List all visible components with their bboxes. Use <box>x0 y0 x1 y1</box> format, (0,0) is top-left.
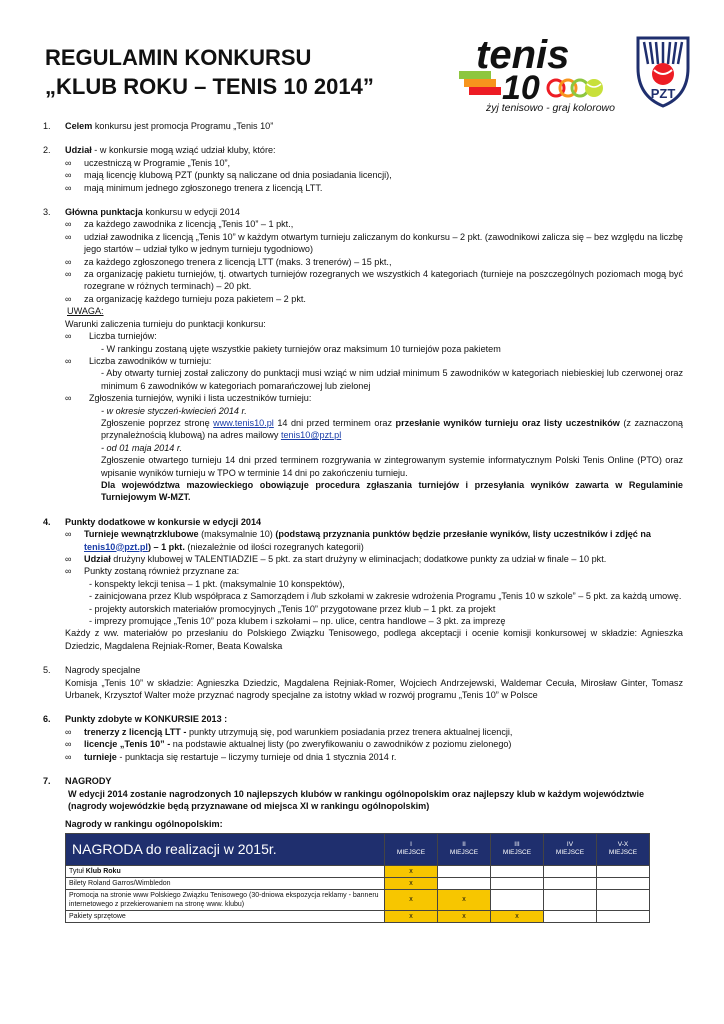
section-2: 2. Udział - w konkursie mogą wziąć udział kluby, które: ∞ uczestniczą w Programie „Tenis 10”, ∞ mają licencję klubową PZT (punkty są naliczane od dnia posiadania licencji), ∞ mają minimum jednego zgłoszonego trenera z licencją LTT. <box>43 144 683 194</box>
table-row: Pakiety sprzętowe x x x <box>66 910 650 922</box>
prizes-table <box>65 833 650 923</box>
title-line-1: REGULAMIN KONKURSU <box>45 45 312 70</box>
bullet-icon: ∞ <box>65 231 72 242</box>
prize-mark: x <box>438 889 491 910</box>
bullet-icon: ∞ <box>65 751 72 762</box>
section-5: 5. Nagrody specjalne Komisja „Tenis 10” w składzie: Agnieszka Dziedzic, Magdalena Rejniak-Romer, Wojciech Andrzejewski, Waldemar Cecuła, Mirosław Ginter, Tomasz Urbanek, Krzysztof Walter może przyznać nagrody specjalne za istotny wkład w rozwój programu „Tenis 10” w Polsce <box>43 665 683 701</box>
list-item: ∞ Liczba turniejów: <box>65 331 157 342</box>
col-header: V-X MIEJSCE <box>597 833 650 865</box>
tenis10-link[interactable]: www.tenis10.pl <box>213 417 274 428</box>
title-line-2: „KLUB ROKU – TENIS 10 2014” <box>45 74 374 99</box>
prize-mark <box>597 910 650 922</box>
list-item: ∞ licencje „Tenis 10” - na podstawie aktualnej listy (po zweryfikowaniu o zawodników z poziomu zielonego) <box>65 739 512 750</box>
list-item: ∞ uczestniczą w Programie „Tenis 10”, <box>65 157 231 168</box>
bullet-icon: ∞ <box>65 170 72 181</box>
table-row: Bilety Roland Garros/Wimbledon x <box>66 877 650 889</box>
section-title: NAGRODY <box>65 776 112 787</box>
tenis-word: tenis <box>476 33 570 77</box>
section-number: 1. <box>43 121 51 131</box>
section-number: 3. <box>43 207 51 218</box>
col-header: IV MIEJSCE <box>544 833 597 865</box>
prize-mark: x <box>385 910 438 922</box>
prize-mark: x <box>438 910 491 922</box>
bullet-icon: ∞ <box>65 554 72 564</box>
list-item: ∞ mają licencję klubową PZT (punkty są naliczane od dnia posiadania licencji), <box>65 170 392 181</box>
prize-mark <box>438 877 491 889</box>
bullet-icon: ∞ <box>65 739 72 750</box>
prize-mark <box>597 865 650 877</box>
section-number: 7. <box>43 776 51 787</box>
prize-mark: x <box>491 910 544 922</box>
email-link[interactable]: tenis10@pzt.pl <box>84 541 148 552</box>
table-row: Promocja na stronie www Polskiego Związku Tenisowego (30-dniowa ekspozycja reklamy - banneru internetowego z przekierowaniem na stronę www. klubu) x x <box>66 889 650 910</box>
conditions-heading: Warunki zaliczenia turnieju do punktacji konkursu: <box>65 318 266 329</box>
list-item: ∞ Liczba zawodników w turnieju: <box>65 355 212 366</box>
prize-mark <box>544 889 597 910</box>
section-7: 7. NAGRODY W edycji 2014 zostanie nagrodzonych 10 najlepszych klubów w rankingu ogólnopolskim oraz najlepszy klub w każdym województwie (nagrody wojewódzkie będą przyznawane od miejsca XI w rankingu ogólnopolskim) <box>43 775 683 812</box>
bullet-icon: ∞ <box>65 393 72 404</box>
prize-mark <box>491 889 544 910</box>
section-1: 1. Celem konkursu jest promocja Programu „Tenis 10” <box>43 121 274 131</box>
col-header: I MIEJSCE <box>385 833 438 865</box>
list-item: ∞ Turnieje wewnątrzklubowe (maksymalnie 10) (podstawą przyznania punktów będzie przesłanie wyników, listy uczestników i zdjęć na tenis10@pzt.pl) – 1 pkt. (niezależnie od ilości rozegranych kategorii) <box>65 529 651 552</box>
prize-mark <box>597 877 650 889</box>
table-caption: Nagrody w rankingu ogólnopolskim: <box>65 819 223 830</box>
page-title <box>45 43 374 101</box>
bullet-icon: ∞ <box>65 529 72 540</box>
prize-mark <box>544 865 597 877</box>
table-row: Tytuł Klub Roku x <box>66 865 650 877</box>
col-header: II MIEJSCE <box>438 833 491 865</box>
prize-mark: x <box>385 889 438 910</box>
prize-mark: x <box>385 865 438 877</box>
list-item: ∞ za każdego zgłoszonego trenera z licencją LTT (maks. 3 trenerów) – 15 pkt., <box>65 256 392 267</box>
table-header: NAGRODA do realizacji w 2015r. <box>66 833 385 865</box>
section-3: 3. Główna punktacja konkursu w edycji 2014 ∞ za każdego zawodnika z licencją „Tenis 10” – 1 pkt., ∞ udział zawodnika z licencją „Tenis 10” w każdym otwartym turnieju zaliczanym do konkursu – 2 pkt. (zawodnikowi zalicza się – bez względu na liczbę jego startów – udział tylko w jednym turnieju tygodniowo) ∞ za każdego zgłoszonego trenera z licencją LTT (maks. 3 trenerów) – 15 pkt., ∞ za organizację pakietu turniejów, tj. otwartych turniejów rozegranych we wszystkich 4 kategoriach (turnieje na poszczególnych poziomach mogą być rozegrane w różnych terminach) – 20 pkt. ∞ za organizację każdego turnieju poza pakietem – 2 pkt. UWAGA: Warunki zaliczenia turnieju do punktacji konkursu: ∞ Liczba turniejów: - W rankingu zostaną ujęte wszystkie pakiety turniejów oraz maksimum 10 turniejów poza pakietem ∞ Liczba zawodników w turnieju: - Aby otwarty turniej został zaliczony do punktacji musi wziąć w nim udział minimum 5 zawodników w kategoriach niebieskiej lub czerwonej oraz minimum 6 zawodników w kategoriach pomarańczowej lub zielonej ∞ Zgłoszenia turniejów, wyniki i lista uczestników turnieju: - w okresie styczeń-kwiecień 2014 r. Zgłoszenie poprzez stronę www.tenis10.pl 14 dni przed terminem oraz przesłanie wyników turnieju oraz listy uczestników (z zaznaczoną przynależnością klubową) na adres mailowy tenis10@pzt.pl - od 01 maja 2014 r. Zgłoszenie otwartego turnieju 14 dni przed terminem rozgrywania w zintegrowanym systemie informatycznym Polski Tenis Online (PTO) oraz wpisanie wyników turnieju w TPO w terminie 14 dni po zakończeniu turnieju. Dla województwa mazowieckiego obowiązuje procedura zgłaszania turniejów i przesyłania wyników zawarta w Regulaminie Turniejowym W-MZT. <box>43 207 683 503</box>
section-6 <box>43 713 683 763</box>
section-number: 6. <box>43 714 51 725</box>
col-header: III MIEJSCE <box>491 833 544 865</box>
section-4: 4. Punkty dodatkowe w konkursie w edycji 2014 ∞ Turnieje wewnątrzklubowe (maksymalnie 10) (podstawą przyznania punktów będzie przesłanie wyników, listy uczestników i zdjęć na tenis10@pzt.pl) – 1 pkt. (niezależnie od ilości rozegranych kategorii) ∞ Udział drużyny klubowej w TALENTIADZIE – 5 pkt. za start drużyny w eliminacjach; dodatkowe punkty za udział w finale – 10 pkt. ∞ Punkty zostaną również przyznane za: - konspekty lekcji tenisa – 1 pkt. (maksymalnie 10 konspektów), - zainicjowana przez Klub współpraca z Samorządem i /lub szkołami w zakresie wdrożenia Programu „Tenis 10 w szkole” – 5 pkt. za każdą umowę. - projekty autorskich materiałów promocyjnych „Tenis 10” przygotowane przez klub – 1 pkt. za projekt - imprezy promujące „Tenis 10” poza klubem i szkołami – np. ulice, centra handlowe – 3 pkt. za imprezę Każdy z ww. materiałów po przesłaniu do Polskiego Związku Tenisowego, podlega akceptacji i ocenie komisji konkursowej w składzie: Agnieszka Dziedzic, Magdalena Rejniak-Romer, Beata Kowalska <box>43 516 683 651</box>
section-number: 4. <box>43 516 51 527</box>
list-item: ∞ udział zawodnika z licencją „Tenis 10” w każdym otwartym turnieju zaliczanym do konkursu – 2 pkt. (zawodnikowi zalicza się – bez względu na liczbę jego startów – udział tylko w jednym turnieju tygodniowo) <box>65 231 683 255</box>
tenis10-logo <box>456 26 616 114</box>
bullet-icon: ∞ <box>65 219 72 230</box>
prize-mark <box>544 910 597 922</box>
regulation-body <box>43 120 683 923</box>
section-title: Punkty dodatkowe w konkursie w edycji 2014 <box>65 516 262 527</box>
prize-mark <box>491 865 544 877</box>
bullet-icon: ∞ <box>65 566 72 577</box>
bullet-icon: ∞ <box>65 157 72 168</box>
list-item: ∞ turnieje - punktacja się restartuje – liczymy turnieje od dnia 1 stycznia 2014 r. <box>65 751 397 762</box>
list-item: ∞ za każdego zawodnika z licencją „Tenis 10” – 1 pkt., <box>65 219 294 230</box>
table-header-row <box>66 833 650 865</box>
bullet-icon: ∞ <box>65 355 72 366</box>
list-item: ∞ za organizację każdego turnieju poza pakietem – 2 pkt. <box>65 293 306 304</box>
prize-mark: x <box>385 877 438 889</box>
bullet-icon: ∞ <box>65 293 72 304</box>
list-item: ∞ Zgłoszenia turniejów, wyniki i lista uczestników turnieju: <box>65 393 312 404</box>
list-item: ∞ Udział drużyny klubowej w TALENTIADZIE – 5 pkt. za start drużyny w eliminacjach; dodatkowe punkty za udział w finale – 10 pkt. <box>65 554 607 564</box>
tenis-tagline: żyj tenisowo - graj kolorowo <box>486 102 615 114</box>
note-heading: UWAGA: <box>67 306 104 317</box>
bullet-icon: ∞ <box>65 256 72 267</box>
pzt-logo <box>634 34 692 110</box>
section-number: 5. <box>43 665 51 676</box>
bullet-icon: ∞ <box>65 269 72 280</box>
bullet-icon: ∞ <box>65 331 72 342</box>
bullet-icon: ∞ <box>65 182 72 193</box>
section-title: Nagrody specjalne <box>65 665 141 676</box>
prize-mark <box>491 877 544 889</box>
pzt-text: PZT <box>650 86 676 101</box>
list-item: ∞ Punkty zostaną również przyznane za: <box>65 566 240 577</box>
prize-mark <box>597 889 650 910</box>
list-item: ∞ za organizację pakietu turniejów, tj. otwartych turniejów rozegranych we wszystkich 4 kategoriach (turnieje na poszczególnych poziomach mogą być rozegrane w różnych terminach) – 20 pkt. <box>65 269 683 292</box>
prize-mark <box>544 877 597 889</box>
tenis-number: 10 <box>502 69 540 107</box>
prize-mark <box>438 865 491 877</box>
section-number: 2. <box>43 145 51 156</box>
email-link[interactable]: tenis10@pzt.pl <box>280 430 342 441</box>
bullet-icon: ∞ <box>65 726 72 737</box>
section-title: Punkty zdobyte w KONKURSIE 2013 : <box>65 714 228 725</box>
list-item: ∞ mają minimum jednego zgłoszonego trenera z licencją LTT. <box>65 182 323 193</box>
list-item: ∞ trenerzy z licencją LTT - punkty utrzymują się, pod warunkiem posiadania przez trenera aktualnej licencji, <box>65 726 513 737</box>
